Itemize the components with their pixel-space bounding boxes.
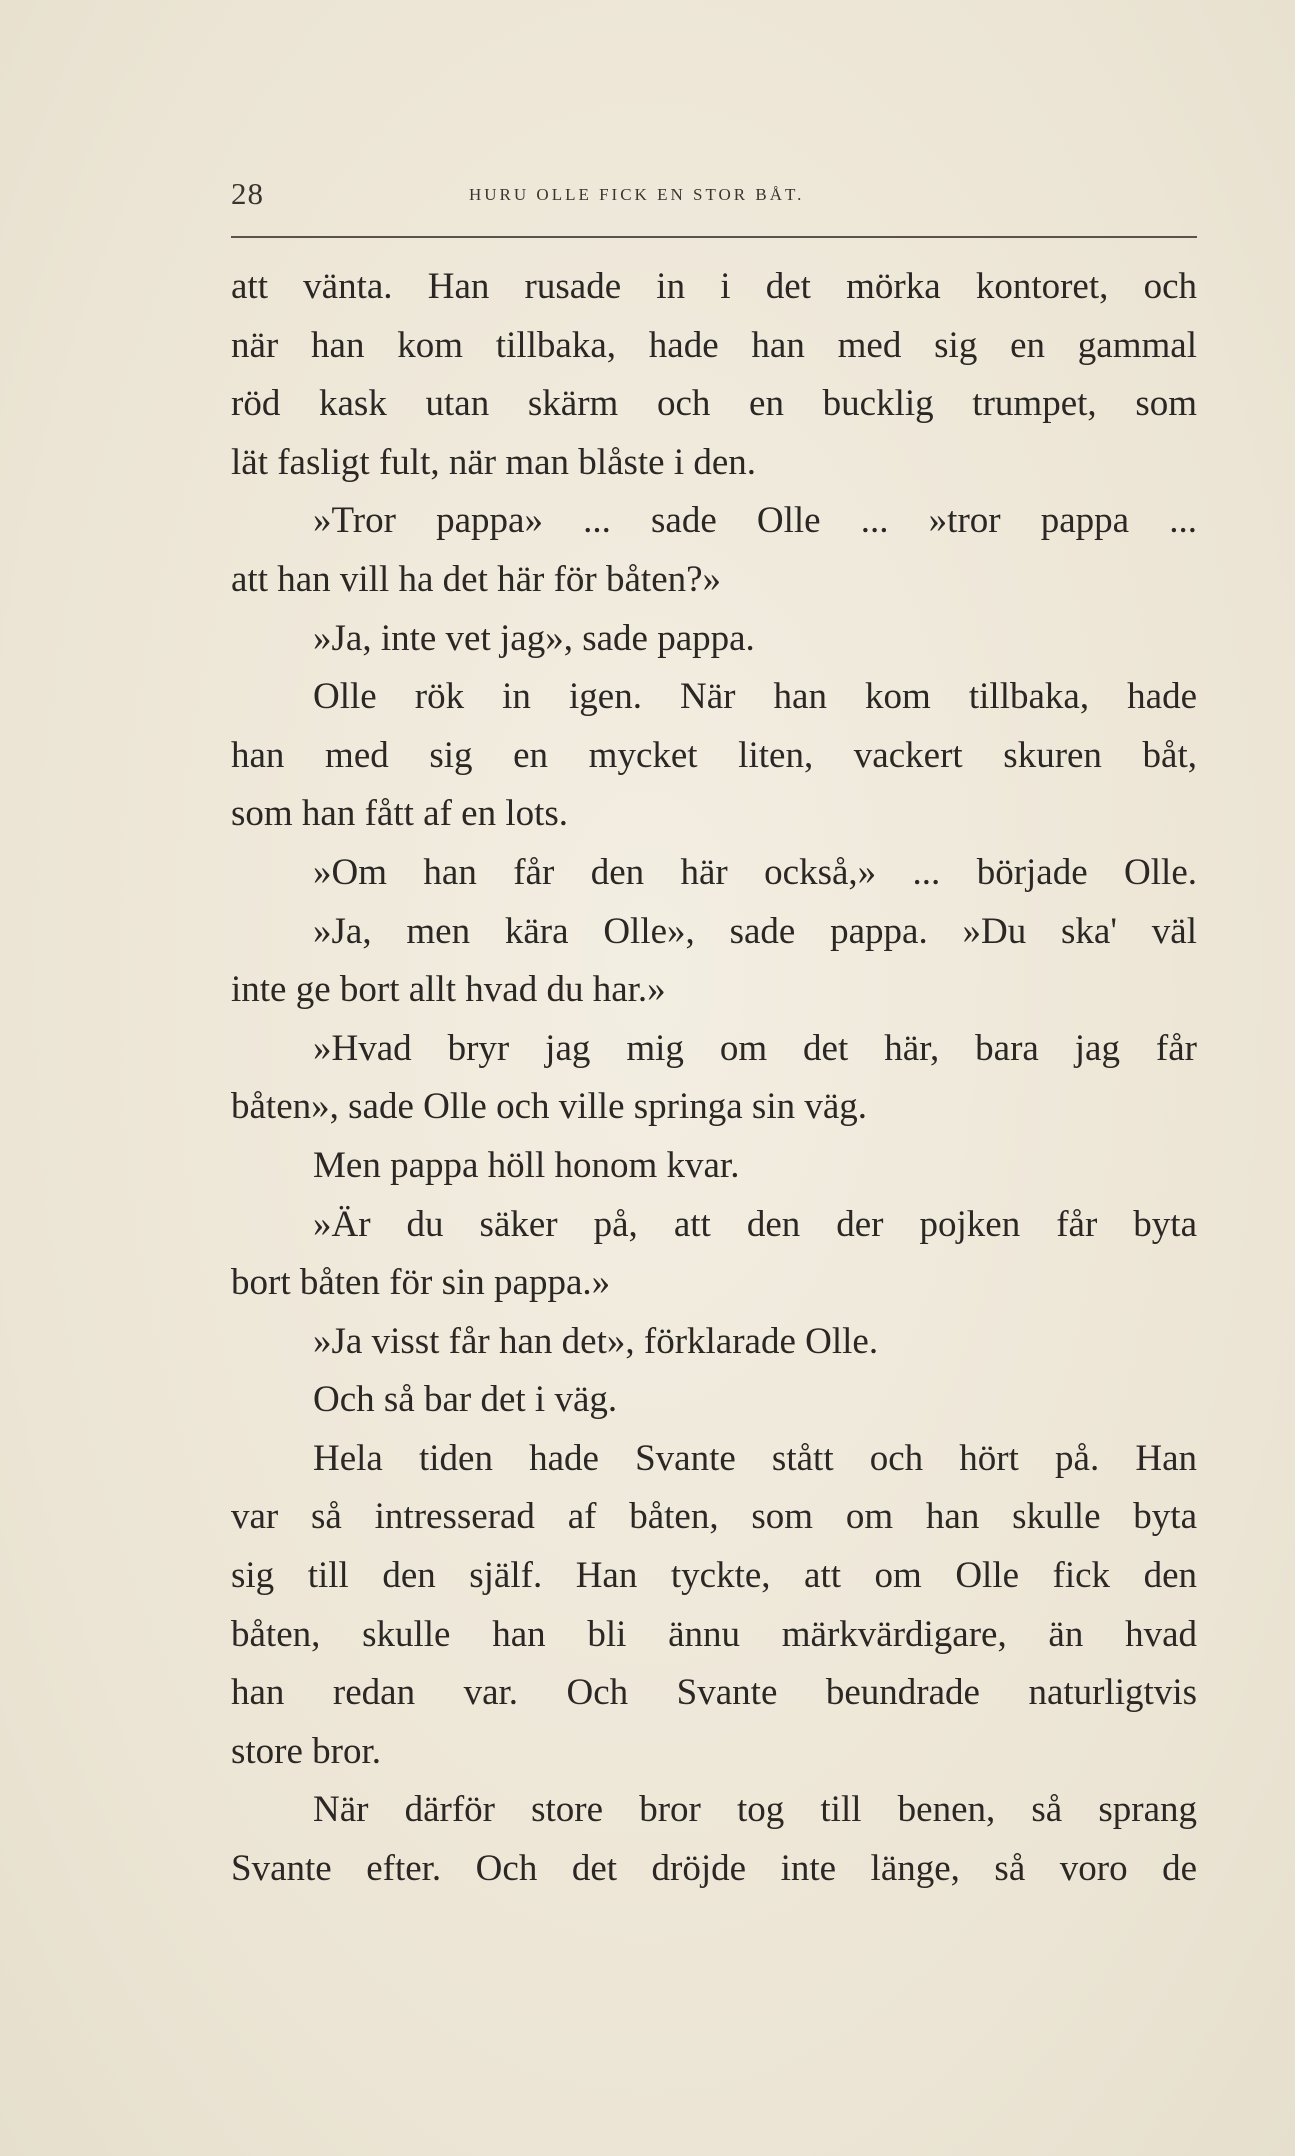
- text-line: röd kask utan skärm och en bucklig trumpet, som: [231, 383, 1197, 425]
- text-line: lät fasligt fult, när man blåste i den.: [231, 441, 757, 483]
- body-text: [231, 258, 1197, 1899]
- text-line: »Ja visst får han det», förklarade Olle.: [313, 1320, 879, 1362]
- page-header: [231, 176, 1197, 220]
- text-line: bort båten för sin pappa.»: [231, 1262, 611, 1304]
- header-rule: [231, 236, 1197, 238]
- text-line: Men pappa höll honom kvar.: [313, 1144, 740, 1186]
- running-title: HURU OLLE FICK EN STOR BÅT.: [469, 185, 805, 204]
- text-line: »Tror pappa» ... sade Olle ... »tror pappa ...: [313, 500, 1197, 542]
- text-line: När därför store bror tog till benen, så sprang: [313, 1789, 1197, 1831]
- text-line: båten», sade Olle och ville springa sin väg.: [231, 1086, 868, 1128]
- text-line: när han kom tillbaka, hade han med sig en gammal: [231, 324, 1197, 366]
- text-line: Svante efter. Och det dröjde inte länge, så voro de: [231, 1848, 1197, 1890]
- text-line: »Hvad bryr jag mig om det här, bara jag får: [313, 1027, 1197, 1069]
- text-line: sig till den själf. Han tyckte, att om Olle fick den: [231, 1555, 1197, 1597]
- text-line: Olle rök in igen. När han kom tillbaka, hade: [313, 676, 1197, 718]
- text-line: Hela tiden hade Svante stått och hört på. Han: [313, 1437, 1197, 1479]
- text-line: var så intresserad af båten, som om han skulle byta: [231, 1496, 1197, 1538]
- text-line: att han vill ha det här för båten?»: [231, 558, 722, 600]
- text-line: att vänta. Han rusade in i det mörka kontoret, och: [231, 266, 1197, 307]
- page-number: 28: [231, 176, 264, 211]
- text-line: »Om han får den här också,» ... började Olle.: [313, 851, 1197, 893]
- text-line: »Ja, men kära Olle», sade pappa. »Du ska' väl: [313, 910, 1197, 952]
- text-line: »Ja, inte vet jag», sade pappa.: [313, 617, 755, 659]
- text-line: store bror.: [231, 1730, 382, 1772]
- text-line: båten, skulle han bli ännu märkvärdigare, än hvad: [231, 1613, 1197, 1655]
- text-line: han med sig en mycket liten, vackert skuren båt,: [231, 734, 1197, 776]
- text-line: »Är du säker på, att den der pojken får byta: [313, 1203, 1197, 1245]
- text-line: som han fått af en lots.: [231, 793, 569, 835]
- text-line: han redan var. Och Svante beundrade naturligtvis: [231, 1672, 1197, 1714]
- text-line: inte ge bort allt hvad du har.»: [231, 969, 666, 1011]
- text-line: Och så bar det i väg.: [313, 1379, 618, 1421]
